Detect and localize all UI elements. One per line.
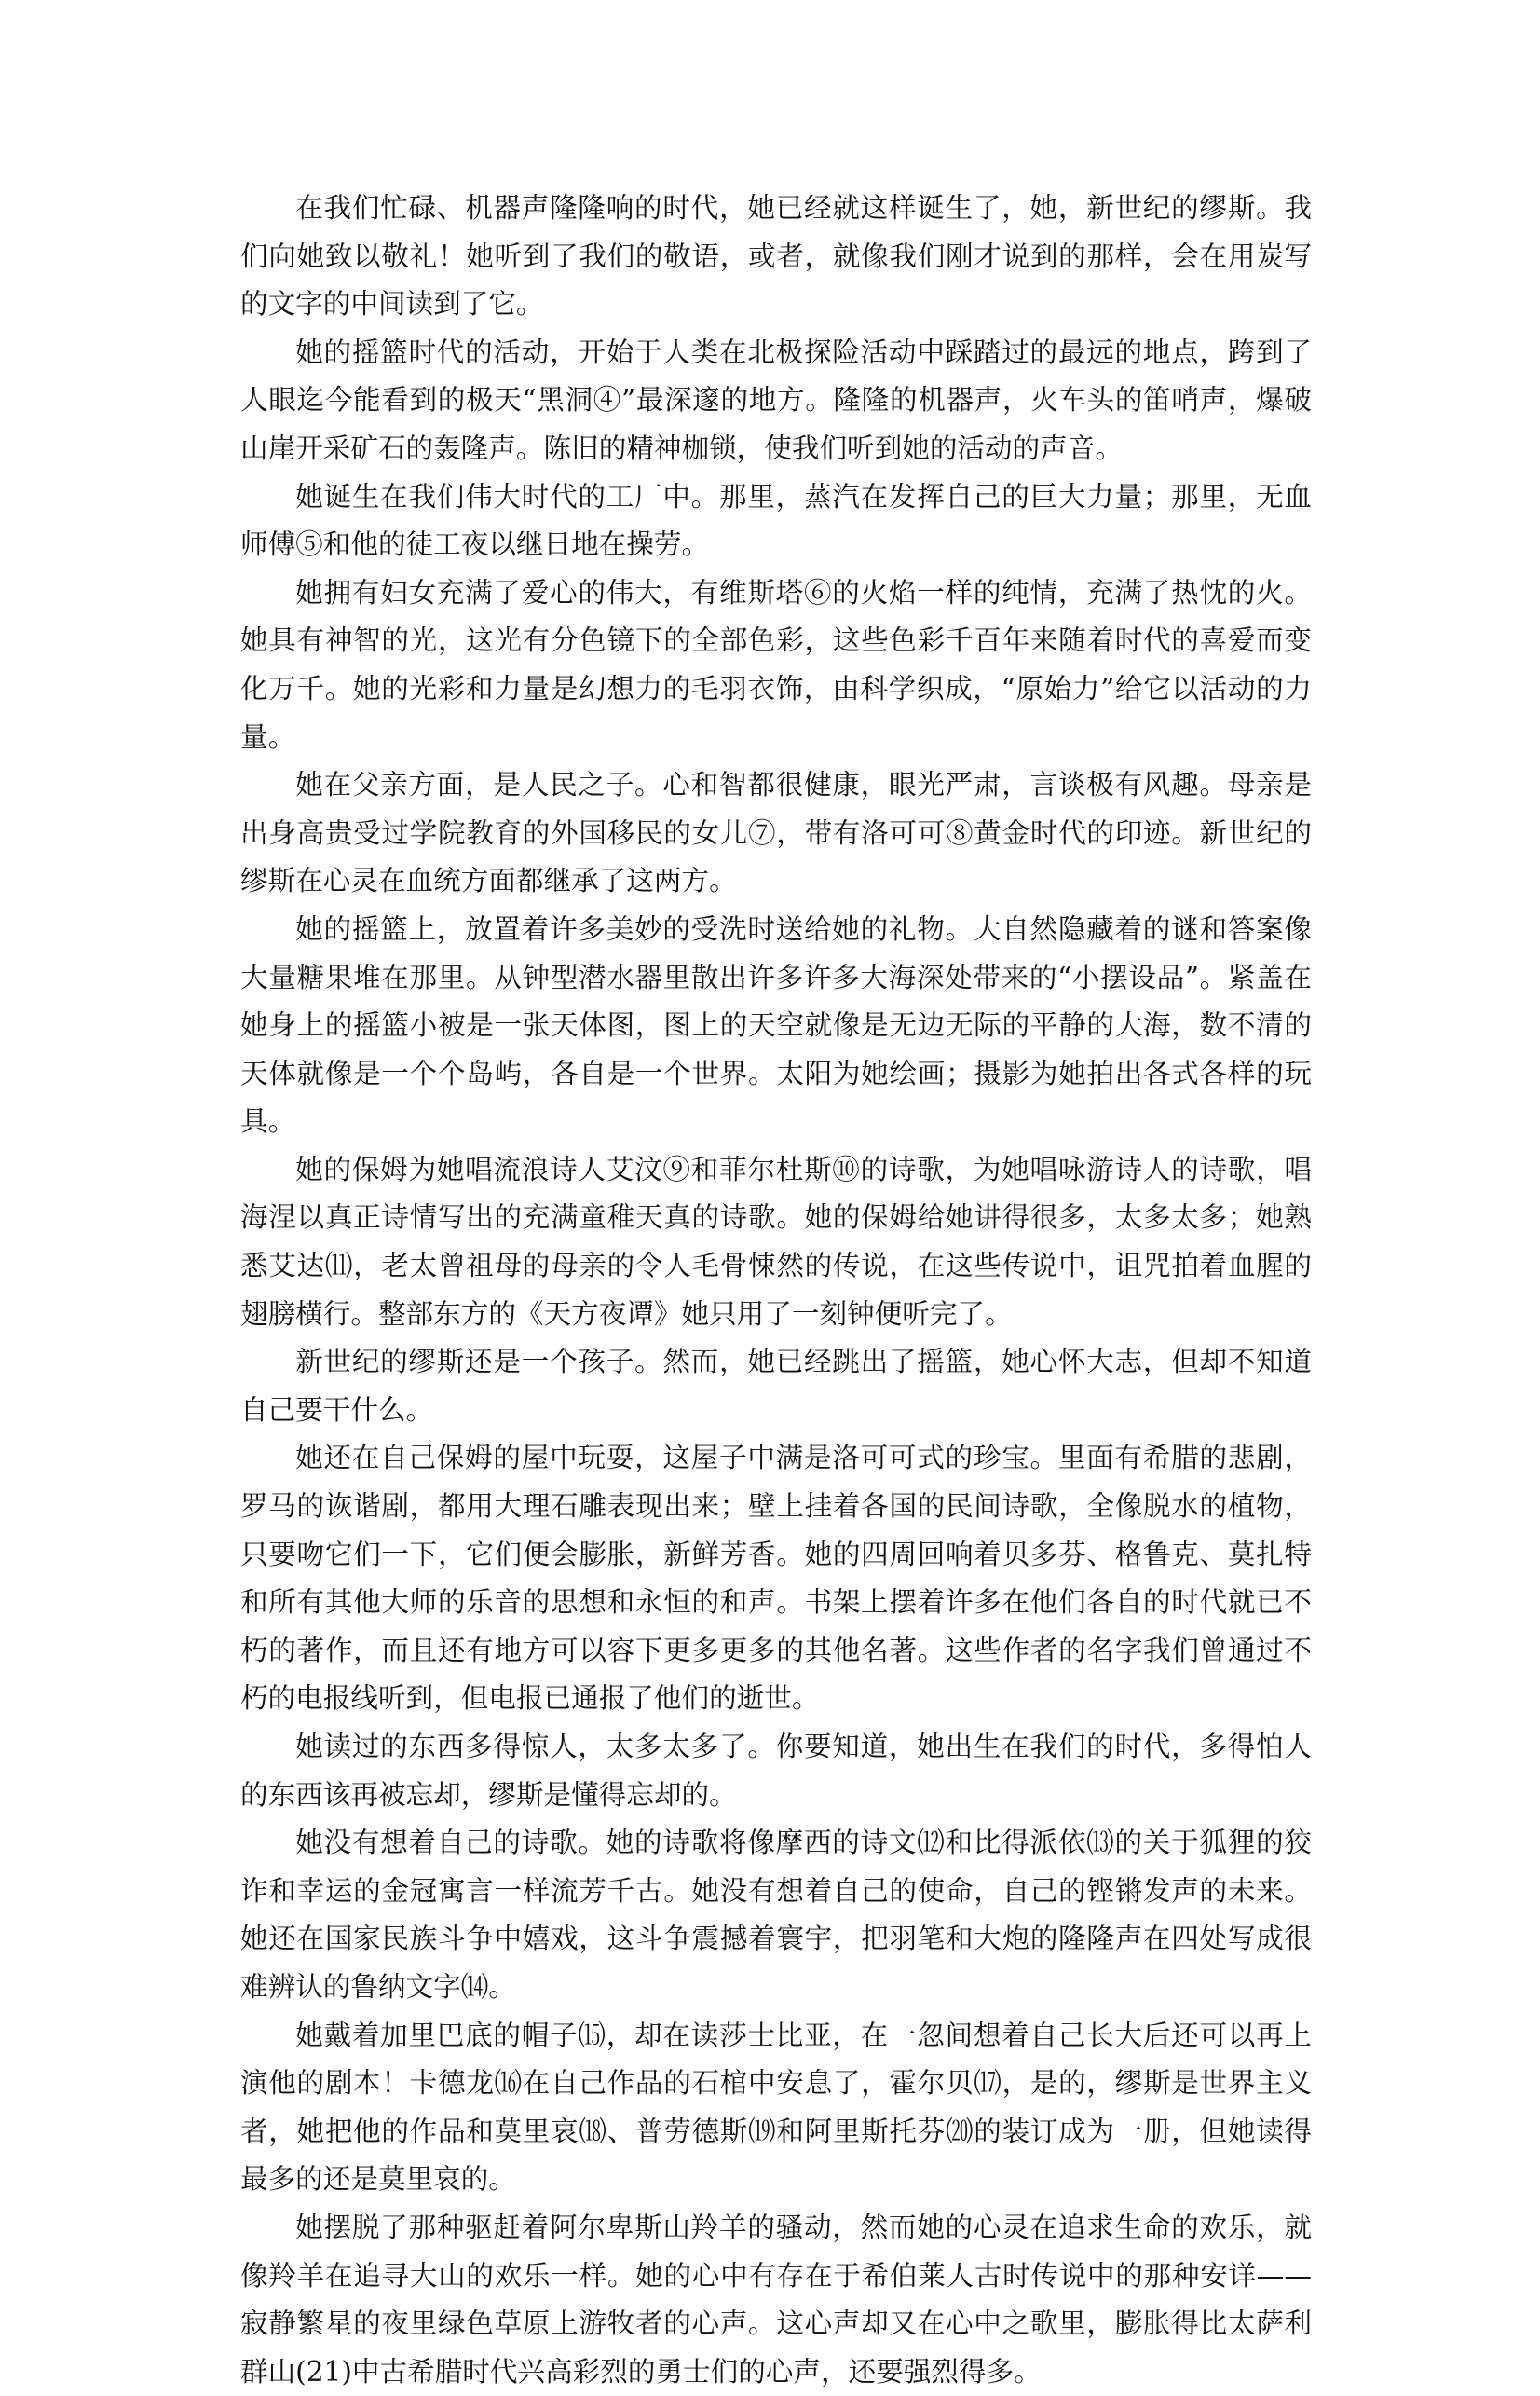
paragraph-10: 她读过的东西多得惊人，太多太多了。你要知道，她出生在我们的时代，多得怕人的东西该再被忘却，缪斯是懂得忘却的。 bbox=[240, 1731, 1312, 1811]
paragraph-1: 在我们忙碌、机器声隆隆响的时代，她已经就这样诞生了，她，新世纪的缪斯。我们向她致以敬礼！她听到了我们的敬语，或者，就像我们刚才说到的那样，会在用炭写的文字的中间读到了它。 bbox=[240, 192, 1312, 321]
paragraph-5: 她在父亲方面，是人民之子。心和智都很健康，眼光严肃，言谈极有风趣。母亲是出身高贵受过学院教育的外国移民的女儿⑦，带有洛可可⑧黄金时代的印迹。新世纪的缪斯在心灵在血统方面都继承了这两方。 bbox=[240, 769, 1312, 897]
paragraph-9: 她还在自己保姆的屋中玩耍，这屋子中满是洛可可式的珍宝。里面有希腊的悲剧，罗马的诙谐剧，都用大理石雕表现出来；壁上挂着各国的民间诗歌，全像脱水的植物，只要吻它们一下，它们便会膨胀，新鲜芳香。她的四周回响着贝多芬、格鲁克、莫扎特和所有其他大师的乐音的思想和永恒的和声。书架上摆着许多在他们各自的时代就已不朽的著作，而且还有地方可以容下更多更多的其他名著。这些作者的名字我们曾通过不朽的电报线听到，但电报已通报了他们的逝世。 bbox=[240, 1442, 1312, 1715]
paragraph-7: 她的保姆为她唱流浪诗人艾汶⑨和菲尔杜斯⑩的诗歌，为她唱咏游诗人的诗歌，唱海涅以真正诗情写出的充满童稚天真的诗歌。她的保姆给她讲得很多，太多太多；她熟悉艾达⑾，老太曾祖母的母亲的令人毛骨悚然的传说，在这些传说中，诅咒拍着血腥的翅膀横行。整部东方的《天方夜谭》她只用了一刻钟便听完了。 bbox=[240, 1153, 1312, 1330]
paragraph-2: 她的摇篮时代的活动，开始于人类在北极探险活动中踩踏过的最远的地点，跨到了人眼迄今能看到的极天“黑洞④”最深邃的地方。隆隆的机器声，火车头的笛哨声，爆破山崖开采矿石的轰隆声。陈旧的精神枷锁，使我们听到她的活动的声音。 bbox=[240, 335, 1312, 464]
paragraph-11: 她没有想着自己的诗歌。她的诗歌将像摩西的诗文⑿和比得派依⒀的关于狐狸的狡诈和幸运的金冠寓言一样流芳千古。她没有想着自己的使命，自己的铿锵发声的未来。她还在国家民族斗争中嬉戏，这斗争震撼着寰宇，把羽笔和大炮的隆隆声在四处写成很难辨认的鲁纳文字⒁。 bbox=[240, 1827, 1312, 2003]
paragraph-6: 她的摇篮上，放置着许多美妙的受洗时送给她的礼物。大自然隐藏着的谜和答案像大量糖果堆在那里。从钟型潜水器里散出许多许多大海深处带来的“小摆设品”。紧盖在她身上的摇篮小被是一张天体图，图上的天空就像是无边无际的平静的大海，数不清的天体就像是一个个岛屿，各自是一个世界。太阳为她绘画；摄影为她拍出各式各样的玩具。 bbox=[240, 912, 1312, 1138]
article-body bbox=[240, 185, 1312, 2396]
paragraph-12: 她戴着加里巴底的帽子⒂，却在读莎士比亚，在一忽间想着自己长大后还可以再上演他的剧本！卡德龙⒃在自己作品的石棺中安息了，霍尔贝⒄，是的，缪斯是世界主义者，她把他的作品和莫里哀⒅、普劳德斯⒆和阿里斯托芬⒇的装订成为一册，但她读得最多的还是莫里哀的。 bbox=[240, 2019, 1312, 2196]
paragraph-4: 她拥有妇女充满了爱心的伟大，有维斯塔⑥的火焰一样的纯情，充满了热忱的火。她具有神智的光，这光有分色镜下的全部色彩，这些色彩千百年来随着时代的喜爱而变化万千。她的光彩和力量是幻想力的毛羽衣饰，由科学织成，“原始力”给它以活动的力量。 bbox=[240, 576, 1312, 753]
paragraph-3: 她诞生在我们伟大时代的工厂中。那里，蒸汽在发挥自己的巨大力量；那里，无血师傅⑤和他的徒工夜以继日地在操劳。 bbox=[240, 480, 1312, 561]
paragraph-8: 新世纪的缪斯还是一个孩子。然而，她已经跳出了摇篮，她心怀大志，但却不知道自己要干什么。 bbox=[240, 1346, 1312, 1426]
paragraph-13: 她摆脱了那种驱赶着阿尔卑斯山羚羊的骚动，然而她的心灵在追求生命的欢乐，就像羚羊在追寻大山的欢乐一样。她的心中有存在于希伯莱人古时传说中的那种安详——寂静繁星的夜里绿色草原上游牧者的心声。这心声却又在心中之歌里，膨胀得比太萨利群山(21)中古希腊时代兴高彩烈的勇士们的心声，还要强烈得多。 bbox=[240, 2211, 1312, 2388]
